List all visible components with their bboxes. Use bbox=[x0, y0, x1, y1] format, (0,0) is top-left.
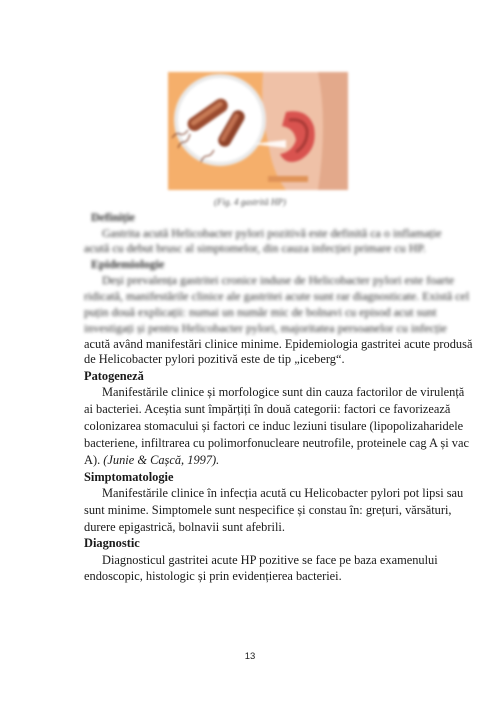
text-line: endoscopic, histologic și prin evidențierea bacteriei. bbox=[84, 569, 342, 583]
heading-epidemiologie: Epidemiologie bbox=[91, 257, 165, 271]
text-line: bacteriene, infiltrarea cu polimorfonucleare neutrofile, proteinele cag A și vac bbox=[84, 436, 469, 450]
text-line: Deși prevalența gastritei cronice induse de Helicobacter pylori este foarte bbox=[102, 273, 455, 287]
text-line: ai bacteriei. Aceștia sunt împărțiți în două categorii: factori ce favorizează bbox=[84, 402, 451, 416]
heading-patogeneza: Patogeneză bbox=[84, 369, 144, 383]
figure-caption: (Fig. 4 gastrită HP) bbox=[214, 197, 286, 207]
text-line: Diagnosticul gastritei acute HP pozitive se face pe baza examenului bbox=[102, 553, 438, 567]
page-number: 13 bbox=[244, 651, 256, 662]
text-line: sunt minime. Simptomele sunt nespecifice și constau în: grețuri, vărsături, bbox=[84, 503, 452, 517]
text-line: colonizarea stomacului și factori ce induc leziuni tisulare (lipopolizaharidele bbox=[84, 419, 464, 433]
text-line: ridicată, manifestările clinice ale gastritei acute sunt rar diagnosticate. Există cel bbox=[84, 289, 470, 303]
text-line: durere epigastrică, bolnavii sunt afebrili. bbox=[84, 520, 285, 534]
text-line: Manifestările clinice în infecția acută cu Helicobacter pylori pot lipsi sau bbox=[102, 486, 464, 500]
heading-simptomatologie: Simptomatologie bbox=[84, 470, 174, 484]
text-line-citation bbox=[84, 453, 423, 468]
text-line: puțin două explicații: numai un număr mic de bolnavi cu episod acut sunt bbox=[84, 305, 437, 319]
text-line: acută cu debut brusc al simptomelor, din cauza infecției primare cu HP. bbox=[84, 241, 426, 255]
gastritis-illustration bbox=[168, 72, 348, 190]
text-fragment: A). bbox=[84, 453, 104, 467]
text-line: de Helicobacter pylori pozitivă este de tip „iceberg“. bbox=[84, 352, 345, 366]
text-line: acută având manifestări clinice minime. Epidemiologia gastritei acute produsă bbox=[84, 337, 473, 351]
stomach-bacteria-image bbox=[168, 72, 348, 190]
heading-definitie: Definiție bbox=[91, 210, 135, 224]
citation: (Junie & Cașcă, 1997). bbox=[103, 453, 220, 467]
text-line: investigați și pentru Helicobacter pylori, majoritatea persoanelor cu infecție bbox=[84, 321, 447, 335]
text-line: Gastrita acută Helicobacter pylori pozitivă este definită ca o inflamație bbox=[102, 226, 442, 240]
heading-diagnostic: Diagnostic bbox=[84, 536, 140, 550]
text-line: Manifestările clinice și morfologice sunt din cauza factorilor de virulență bbox=[102, 385, 465, 399]
